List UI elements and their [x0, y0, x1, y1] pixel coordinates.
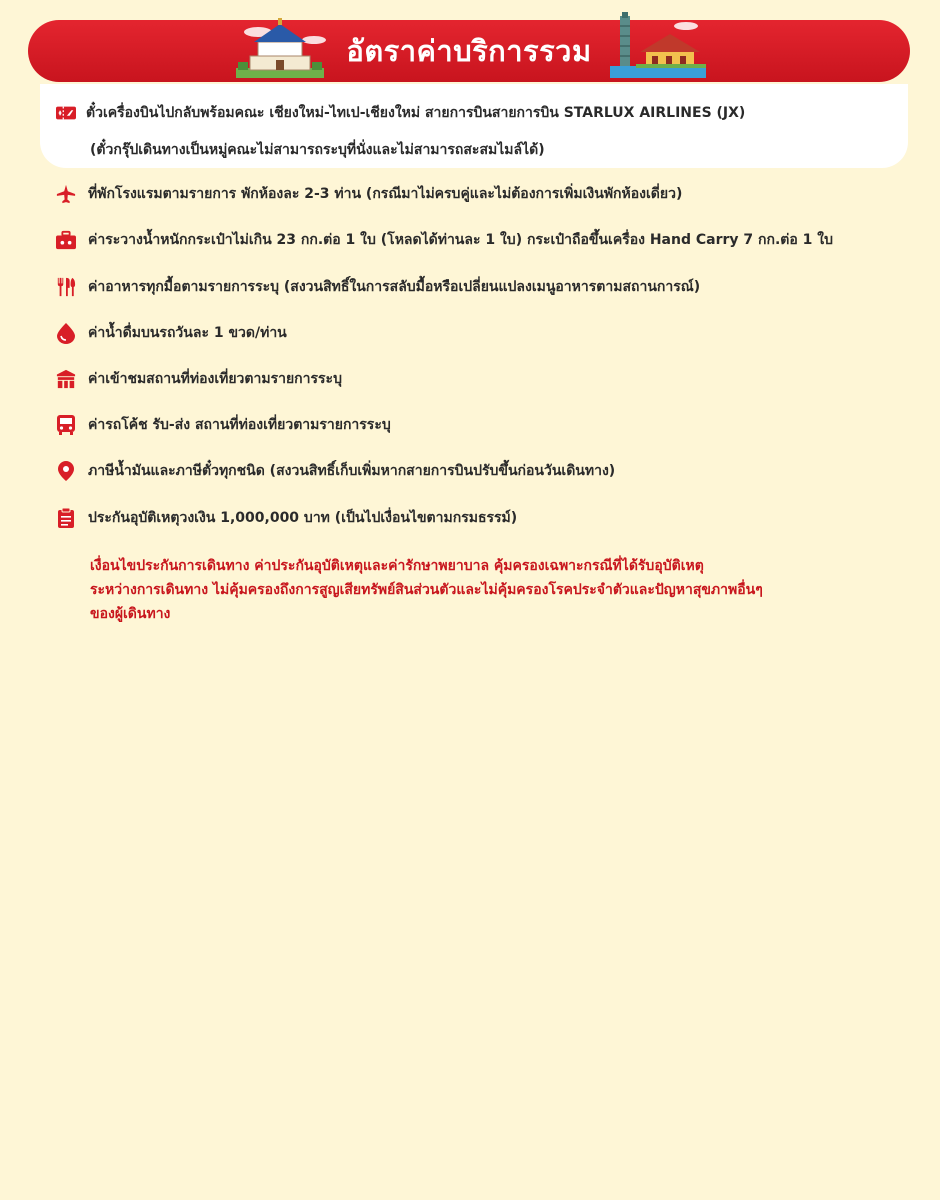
airplane-icon — [56, 184, 76, 204]
inclusion-text: ค่าน้ำดื่มบนรถวันละ 1 ขวด/ท่าน — [88, 325, 287, 341]
bus-icon — [56, 415, 76, 435]
inclusion-item-water — [56, 322, 287, 344]
banner-title: อัตราค่าบริการรวม — [346, 34, 592, 68]
inclusion-text: ที่พักโรงแรมตามรายการ พักห้องละ 2-3 ท่าน (กรณีมาไม่ครบคู่และไม่ต้องการเพิ่มเงินพักห้องเดี่ยว) — [88, 186, 683, 202]
attraction-building-icon — [56, 369, 76, 389]
flight-row — [56, 102, 745, 124]
inclusion-text: ภาษีน้ำมันและภาษีตั๋วทุกชนิด (สงวนสิทธิ์เก็บเพิ่มหากสายการบินปรับขึ้นก่อนวันเดินทาง) — [88, 463, 616, 479]
inclusion-item-attractions — [56, 368, 342, 390]
inclusion-item-taxes — [56, 460, 615, 482]
utensils-icon — [56, 277, 76, 297]
suitcase-icon — [56, 230, 76, 250]
insurance-conditions — [90, 554, 870, 626]
inclusion-item-coach — [56, 414, 391, 436]
inclusion-text: ค่ารถโค้ช รับ-ส่ง สถานที่ท่องเที่ยวตามรายการระบุ — [88, 417, 391, 433]
water-drop-icon — [56, 323, 76, 343]
inclusion-text: ค่าเข้าชมสถานที่ท่องเที่ยวตามรายการระบุ — [88, 371, 342, 387]
flight-ticket-note: (ตั๋วกรุ๊ปเดินทางเป็นหมู่คณะไม่สามารถระบุที่นั่งและไม่สามารถสะสมไมล์ได้) — [90, 142, 545, 158]
map-pin-icon — [56, 461, 76, 481]
inclusion-text: ค่าอาหารทุกมื้อตามรายการระบุ (สงวนสิทธิ์ในการสลับมื้อหรือเปลี่ยนแปลงเมนูอาหารตามสถานการณ์) — [88, 279, 701, 295]
insurance-condition-line: เงื่อนไขประกันการเดินทาง ค่าประกันอุบัติเหตุและค่ารักษาพยาบาล คุ้มครองเฉพาะกรณีที่ได้รับอุบัติเหตุ — [90, 558, 704, 574]
taipei-101-illustration — [606, 12, 710, 82]
inclusion-item-meals — [56, 276, 700, 298]
flight-ticket-icon — [56, 103, 76, 123]
flight-info-card — [40, 84, 908, 168]
inclusion-text: ประกันอุบัติเหตุวงเงิน 1,000,000 บาท (เป็นไปเงื่อนไขตามกรมธรรม์) — [88, 510, 518, 526]
header-banner — [28, 20, 910, 82]
inclusion-item-hotel — [56, 183, 682, 205]
inclusion-item-baggage — [56, 229, 833, 251]
inclusion-text: ค่าระวางน้ำหนักกระเป๋าไม่เกิน 23 กก.ต่อ 1 ใบ (โหลดได้ท่านละ 1 ใบ) กระเป๋าถือขึ้นเครื่อง Hand Carry 7 กก.ต่อ 1 ใบ — [88, 232, 833, 248]
inclusion-item-insurance — [56, 507, 517, 529]
insurance-condition-line: ระหว่างการเดินทาง ไม่คุ้มครองถึงการสูญเสียทรัพย์สินส่วนตัวและไม่คุ้มครองโรคประจำตัวและปัญหาสุขภาพอื่นๆ — [90, 582, 763, 598]
insurance-condition-line: ของผู้เดินทาง — [90, 606, 171, 622]
flight-ticket-text: ตั๋วเครื่องบินไปกลับพร้อมคณะ เชียงใหม่-ไทเป-เชียงใหม่ สายการบินสายการบิน STARLUX AIRLINES (JX) — [86, 105, 746, 121]
clipboard-icon — [56, 508, 76, 528]
memorial-hall-illustration — [228, 12, 332, 82]
